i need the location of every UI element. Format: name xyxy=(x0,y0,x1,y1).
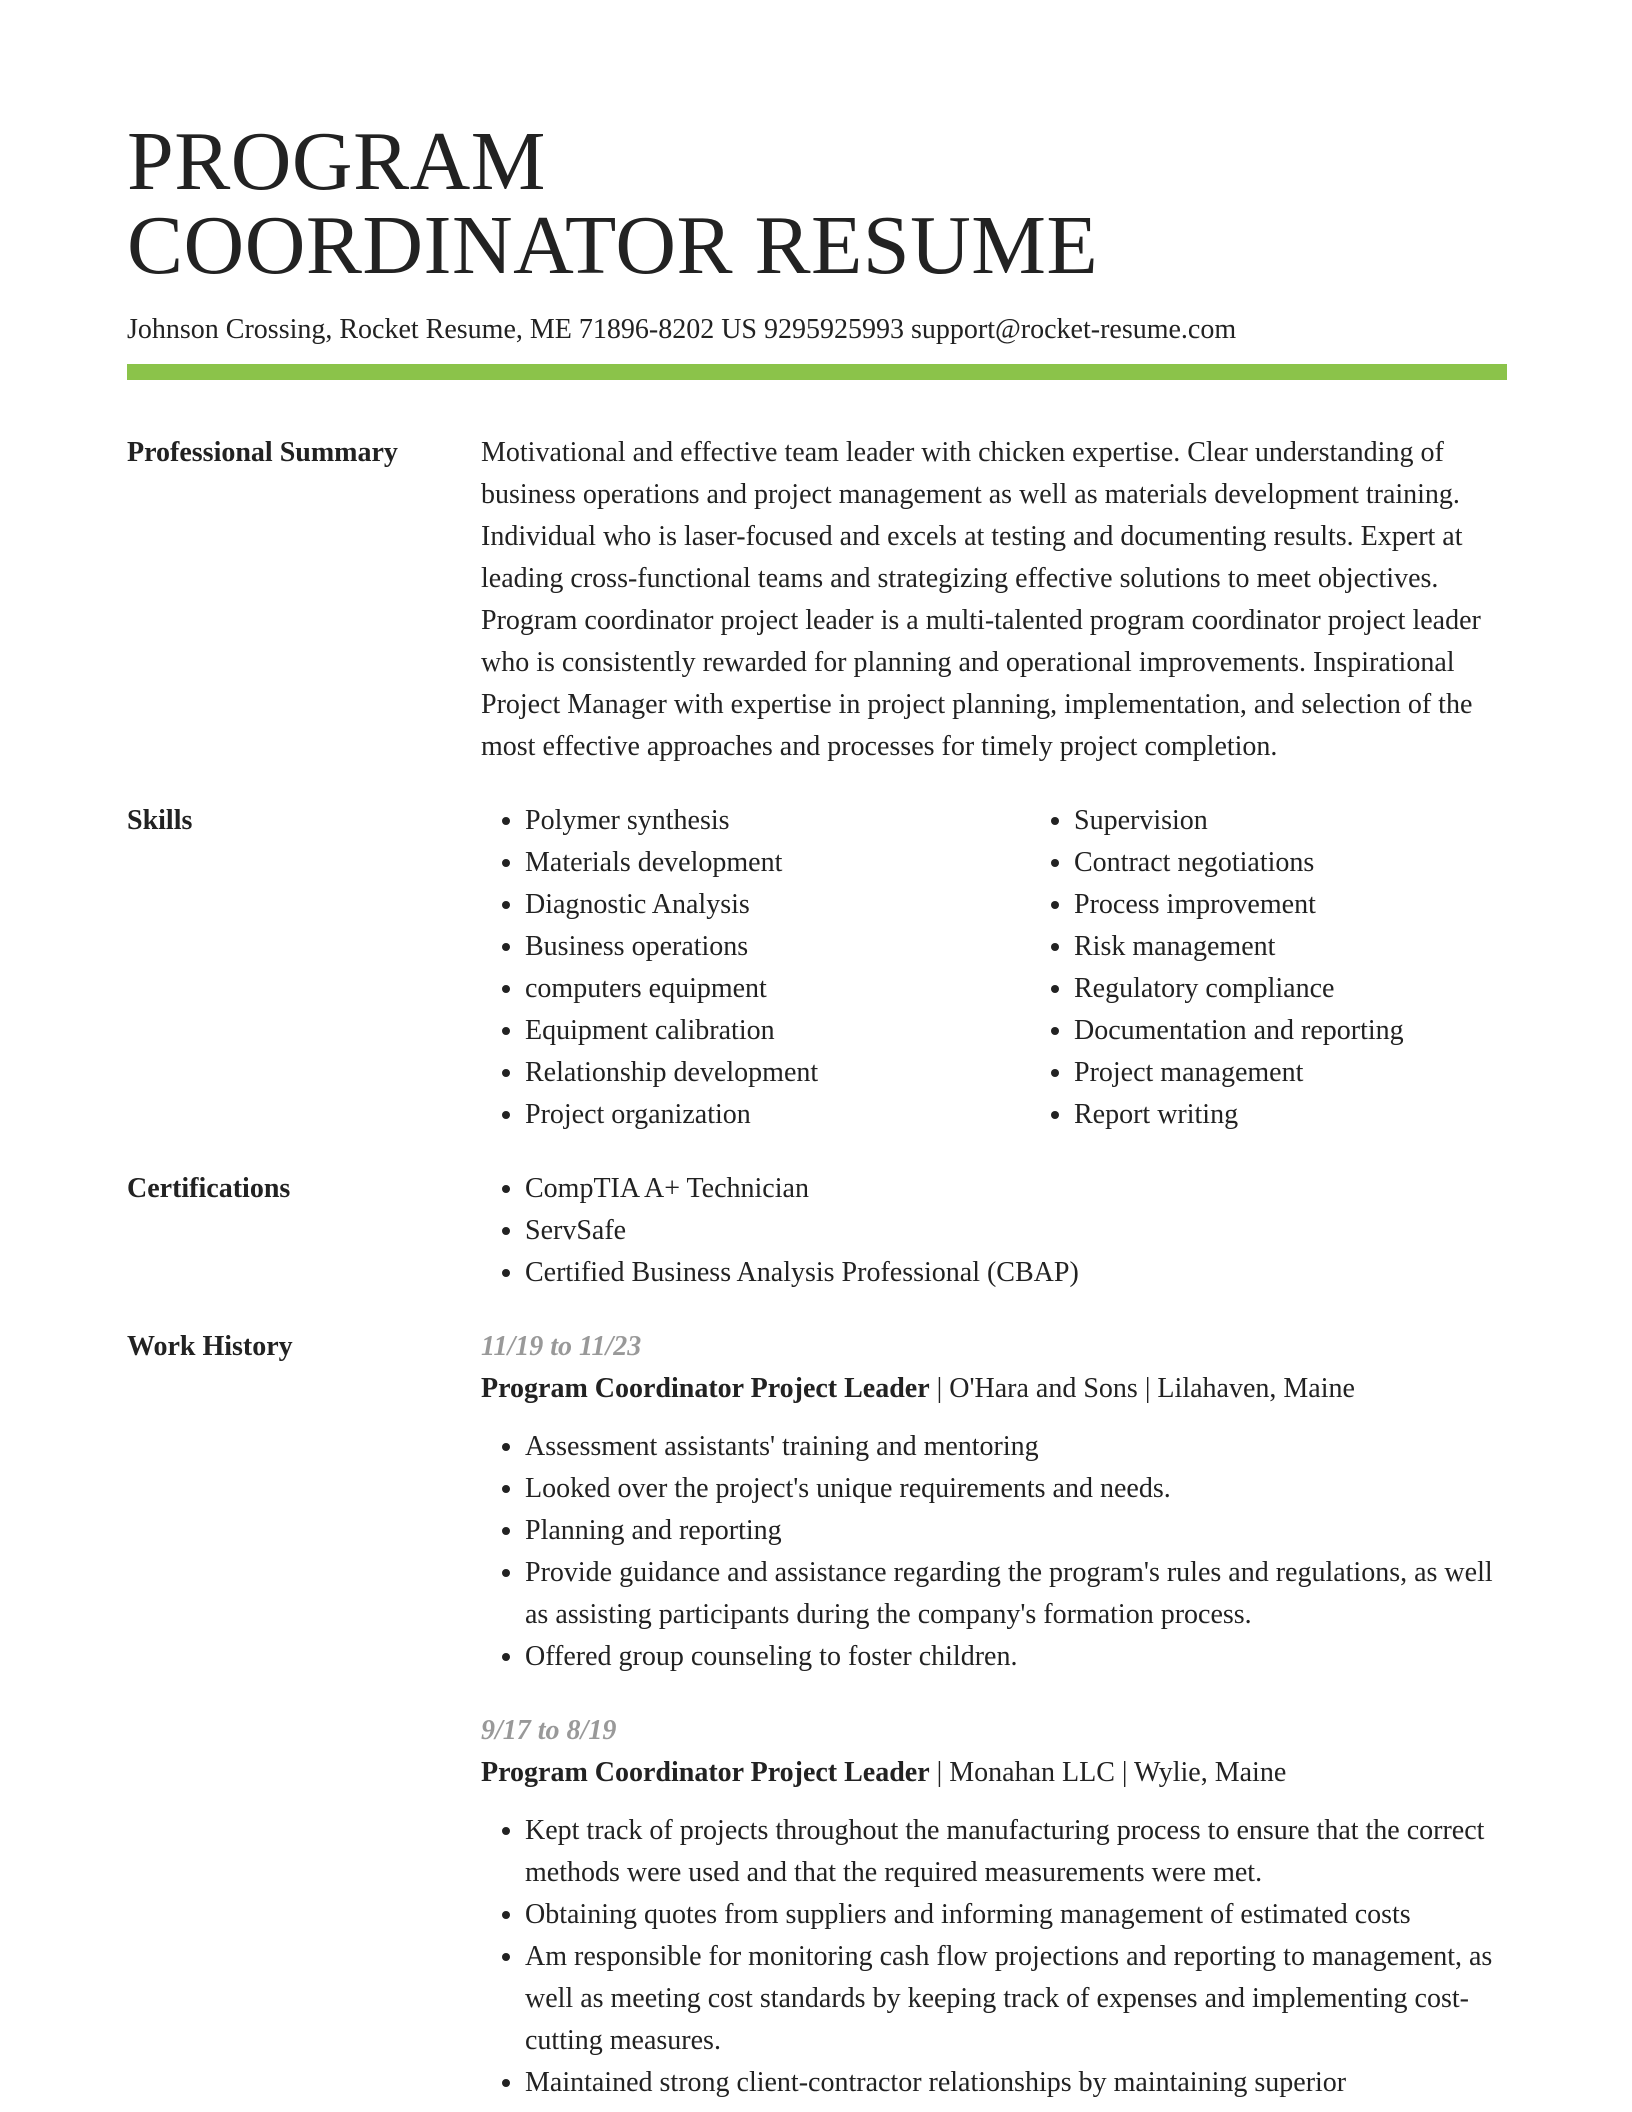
certifications-heading: Certifications xyxy=(127,1173,291,1204)
job-title-line xyxy=(481,1368,1507,1410)
job-duty: • Am responsible for monitoring cash flow projections and reporting to management, as well as meeting cost standards by keeping track of expenses and implementing cost-cutting measures. xyxy=(525,1936,1507,2062)
skill-item: • Project management xyxy=(1074,1052,1579,1094)
skill-item: • Relationship development xyxy=(525,1052,1030,1094)
skill-item: • Diagnostic Analysis xyxy=(525,884,1030,926)
job-role: Program Coordinator Project Leader xyxy=(481,1373,930,1404)
skills-heading: Skills xyxy=(127,805,193,836)
job-duties xyxy=(481,1426,1507,1678)
skills-list-right xyxy=(1030,800,1579,1136)
skill-item: • Risk management xyxy=(1074,926,1579,968)
skill-item: • Equipment calibration xyxy=(525,1010,1030,1052)
accent-divider xyxy=(127,364,1507,380)
skills-list-left xyxy=(481,800,1030,1136)
job-entry xyxy=(481,1710,1507,2104)
certifications-section xyxy=(127,1168,1507,1294)
job-title-line xyxy=(481,1752,1507,1794)
job-duty: • Looked over the project's unique requirements and needs. xyxy=(525,1468,1507,1510)
summary-text: Motivational and effective team leader with chicken expertise. Clear understanding of business operations and project management as well as materials development training. Individual who is laser-focused and excels at testing and documenting results. Expert at leading cross-functional teams and strategizing effective solutions to meet objectives. Program coordinator project leader is a multi-talented program coordinator project leader who is consistently rewarded for planning and operational improvements. Inspirational Project Manager with expertise in project planning, implementation, and selection of the most effective approaches and processes for timely project completion. xyxy=(481,437,1481,762)
job-duty: • Planning and reporting xyxy=(525,1510,1507,1552)
job-duty: • Provide guidance and assistance regarding the program's rules and regulations, as well as assisting participants during the company's formation process. xyxy=(525,1552,1507,1636)
contact-info: Johnson Crossing, Rocket Resume, ME 71896-8202 US 9295925993 support@rocket-resume.com xyxy=(127,314,1237,345)
job-employer: | Monahan LLC | Wylie, Maine xyxy=(929,1757,1287,1788)
job-duty: • Assessment assistants' training and mentoring xyxy=(525,1426,1507,1468)
skill-item: • Polymer synthesis xyxy=(525,800,1030,842)
job-dates: 11/19 to 11/23 xyxy=(481,1331,642,1362)
skills-section xyxy=(127,800,1507,1136)
skill-item: • Process improvement xyxy=(1074,884,1579,926)
work-history-heading: Work History xyxy=(127,1331,293,1362)
skill-item: • Documentation and reporting xyxy=(1074,1010,1579,1052)
summary-section xyxy=(127,432,1507,768)
job-entry xyxy=(481,1326,1507,1678)
job-dates: 9/17 to 8/19 xyxy=(481,1715,617,1746)
skill-item: • Business operations xyxy=(525,926,1030,968)
job-duty: • Offered group counseling to foster children. xyxy=(525,1636,1507,1678)
title-line-2: COORDINATOR RESUME xyxy=(127,199,1099,292)
work-history-section xyxy=(127,1326,1507,2104)
job-role: Program Coordinator Project Leader xyxy=(481,1757,930,1788)
skill-item: • Project organization xyxy=(525,1094,1030,1136)
skills-columns xyxy=(481,800,1579,1136)
job-duty: • Kept track of projects throughout the manufacturing process to ensure that the correct methods were used and that the required measurements were met. xyxy=(525,1810,1507,1894)
skill-item: • computers equipment xyxy=(525,968,1030,1010)
title-line-1: PROGRAM xyxy=(127,115,546,208)
resume-title xyxy=(127,115,1507,292)
job-duties xyxy=(481,1810,1507,2104)
skill-item: • Materials development xyxy=(525,842,1030,884)
certification-item: • Certified Business Analysis Professional (CBAP) xyxy=(525,1252,1507,1294)
skill-item: • Report writing xyxy=(1074,1094,1579,1136)
skill-item: • Regulatory compliance xyxy=(1074,968,1579,1010)
skill-item: • Contract negotiations xyxy=(1074,842,1579,884)
job-duty: • Maintained strong client-contractor relationships by maintaining superior xyxy=(525,2062,1507,2104)
summary-heading: Professional Summary xyxy=(127,437,398,468)
certifications-list xyxy=(481,1168,1507,1294)
job-employer: | O'Hara and Sons | Lilahaven, Maine xyxy=(929,1373,1355,1404)
resume-page xyxy=(127,115,1507,2104)
skill-item: • Supervision xyxy=(1074,800,1579,842)
job-duty: • Obtaining quotes from suppliers and informing management of estimated costs xyxy=(525,1894,1507,1936)
certification-item: • ServSafe xyxy=(525,1210,1507,1252)
certification-item: • CompTIA A+ Technician xyxy=(525,1168,1507,1210)
